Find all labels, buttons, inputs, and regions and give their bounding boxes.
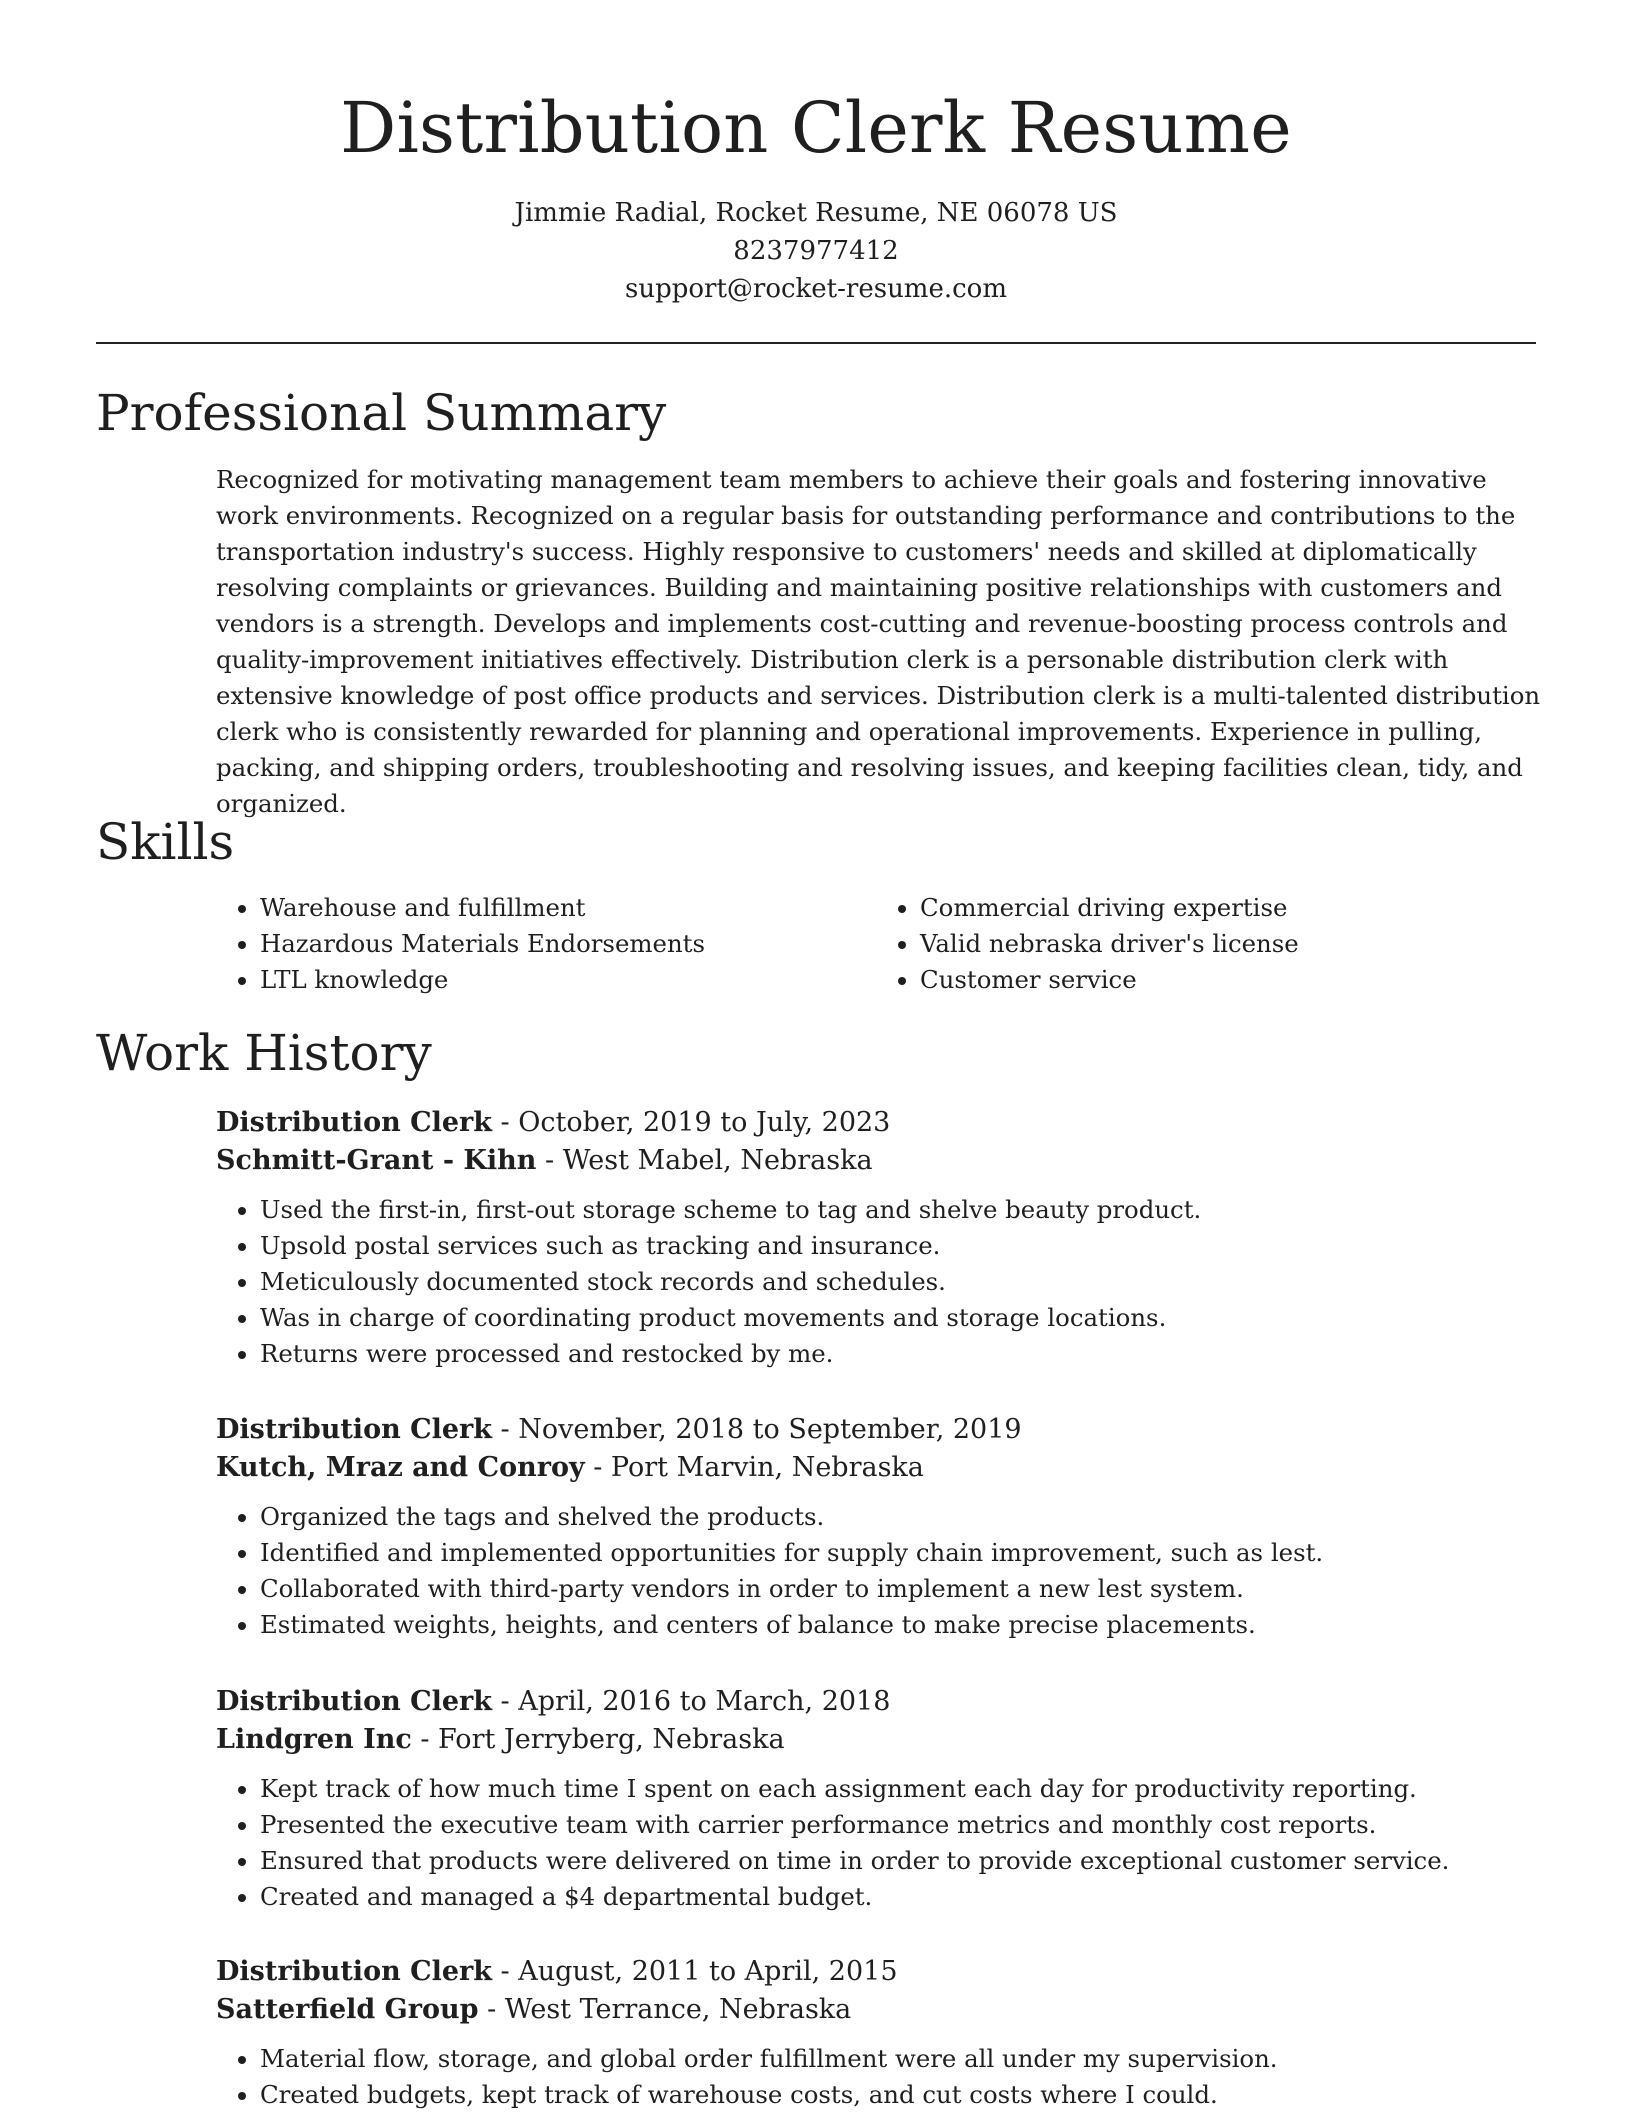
skill-item: • Warehouse and fulfillment: [260, 890, 876, 926]
job-title-line: [216, 1411, 1536, 1449]
contact-email: support@rocket-resume.com: [624, 274, 1007, 304]
job-dates: - October, 2019 to July, 2023: [491, 1107, 891, 1138]
job-bullet: • Kept track of how much time I spent on each assignment each day for productivity reporting.: [260, 1771, 1536, 1807]
job-bullet: • Material flow, storage, and global order fulfillment were all under my supervision.: [260, 2041, 1536, 2077]
job-bullet: • Created and managed a $4 departmental budget.: [260, 1879, 1536, 1915]
job-bullets: [216, 1771, 1536, 1915]
job-dates: - April, 2016 to March, 2018: [491, 1686, 891, 1717]
job-title: Distribution Clerk: [216, 1107, 492, 1138]
skill-item: • Customer service: [920, 962, 1536, 998]
job-dates: - November, 2018 to September, 2019: [491, 1414, 1022, 1445]
job-bullet: • Organized the tags and shelved the products.: [260, 1499, 1536, 1535]
page-title: Distribution Clerk Resume: [340, 87, 1292, 169]
job-location: - Port Marvin, Nebraska: [584, 1452, 924, 1483]
skill-item: • Hazardous Materials Endorsements: [260, 926, 876, 962]
job-location: - West Mabel, Nebraska: [536, 1145, 873, 1176]
job-location: - Fort Jerryberg, Nebraska: [411, 1724, 785, 1755]
skills-heading: Skills: [96, 813, 235, 871]
job-title: Distribution Clerk: [216, 1686, 492, 1717]
job-bullet: • Was in charge of coordinating product movements and storage locations.: [260, 1300, 1536, 1336]
job-company: Kutch, Mraz and Conroy: [216, 1452, 585, 1483]
job-bullets: [216, 1499, 1536, 1643]
job-company-line: [216, 1449, 1536, 1487]
skill-item: • LTL knowledge: [260, 962, 876, 998]
work-history-heading: Work History: [96, 1024, 432, 1082]
job-company: Schmitt-Grant - Kihn: [216, 1145, 537, 1176]
skills-column-left: [216, 890, 876, 998]
resume-header: [0, 0, 1632, 308]
job-company-line: [216, 1991, 1536, 2029]
skills-column-right: [876, 890, 1536, 998]
header-divider: [96, 342, 1536, 344]
job-bullet: • Created budgets, kept track of warehouse costs, and cut costs where I could.: [260, 2077, 1536, 2113]
job-company: Satterfield Group: [216, 1994, 479, 2025]
job-bullet: • Presented the executive team with carrier performance metrics and monthly cost reports.: [260, 1807, 1536, 1843]
job-title: Distribution Clerk: [216, 1414, 492, 1445]
job-dates: - August, 2011 to April, 2015: [491, 1956, 898, 1987]
job-entry: [216, 1411, 1536, 1643]
job-company: Lindgren Inc: [216, 1724, 412, 1755]
job-title-line: [216, 1104, 1536, 1142]
job-entry: [216, 1104, 1536, 1372]
job-bullet: • Meticulously documented stock records and schedules.: [260, 1264, 1536, 1300]
job-title: Distribution Clerk: [216, 1956, 492, 1987]
job-company-line: [216, 1721, 1536, 1759]
job-entry: [216, 1953, 1536, 2113]
job-bullets: [216, 2041, 1536, 2113]
contact-phone: 8237977412: [733, 236, 899, 266]
summary-heading: Professional Summary: [96, 384, 667, 442]
contact-block: [0, 194, 1632, 308]
job-location: - West Terrance, Nebraska: [478, 1994, 852, 2025]
job-entry: [216, 1683, 1536, 1915]
job-bullet: • Identified and implemented opportunities for supply chain improvement, such as lest.: [260, 1535, 1536, 1571]
skill-item: • Commercial driving expertise: [920, 890, 1536, 926]
job-bullet: • Ensured that products were delivered on time in order to provide exceptional customer service.: [260, 1843, 1536, 1879]
summary-text: Recognized for motivating management team members to achieve their goals and fostering innovative work environments. Recognized on a regular basis for outstanding performance and contributions to the transportation industry's success. Highly responsive to customers' needs and skilled at diplomatically resolving complaints or grievances. Building and maintaining positive relationships with customers and vendors is a strength. Develops and implements cost-cutting and revenue-boosting process controls and quality-improvement initiatives effectively. Distribution clerk is a personable distribution clerk with extensive knowledge of post office products and services. Distribution clerk is a multi-talented distribution clerk who is consistently rewarded for planning and operational improvements. Experience in pulling, packing, and shipping orders, troubleshooting and resolving issues, and keeping facilities clean, tidy, and organized.: [216, 465, 1541, 818]
job-bullet: • Returns were processed and restocked by me.: [260, 1336, 1536, 1372]
job-title-line: [216, 1953, 1536, 1991]
job-bullet: • Estimated weights, heights, and centers of balance to make precise placements.: [260, 1607, 1536, 1643]
job-bullets: [216, 1192, 1536, 1372]
job-bullet: • Used the first-in, first-out storage scheme to tag and shelve beauty product.: [260, 1192, 1536, 1228]
skill-item: • Valid nebraska driver's license: [920, 926, 1536, 962]
job-bullet: • Collaborated with third-party vendors in order to implement a new lest system.: [260, 1571, 1536, 1607]
job-company-line: [216, 1142, 1536, 1180]
skills-list: [216, 890, 1536, 998]
job-title-line: [216, 1683, 1536, 1721]
job-bullet: • Upsold postal services such as tracking and insurance.: [260, 1228, 1536, 1264]
contact-address: Jimmie Radial, Rocket Resume, NE 06078 US: [514, 198, 1118, 228]
